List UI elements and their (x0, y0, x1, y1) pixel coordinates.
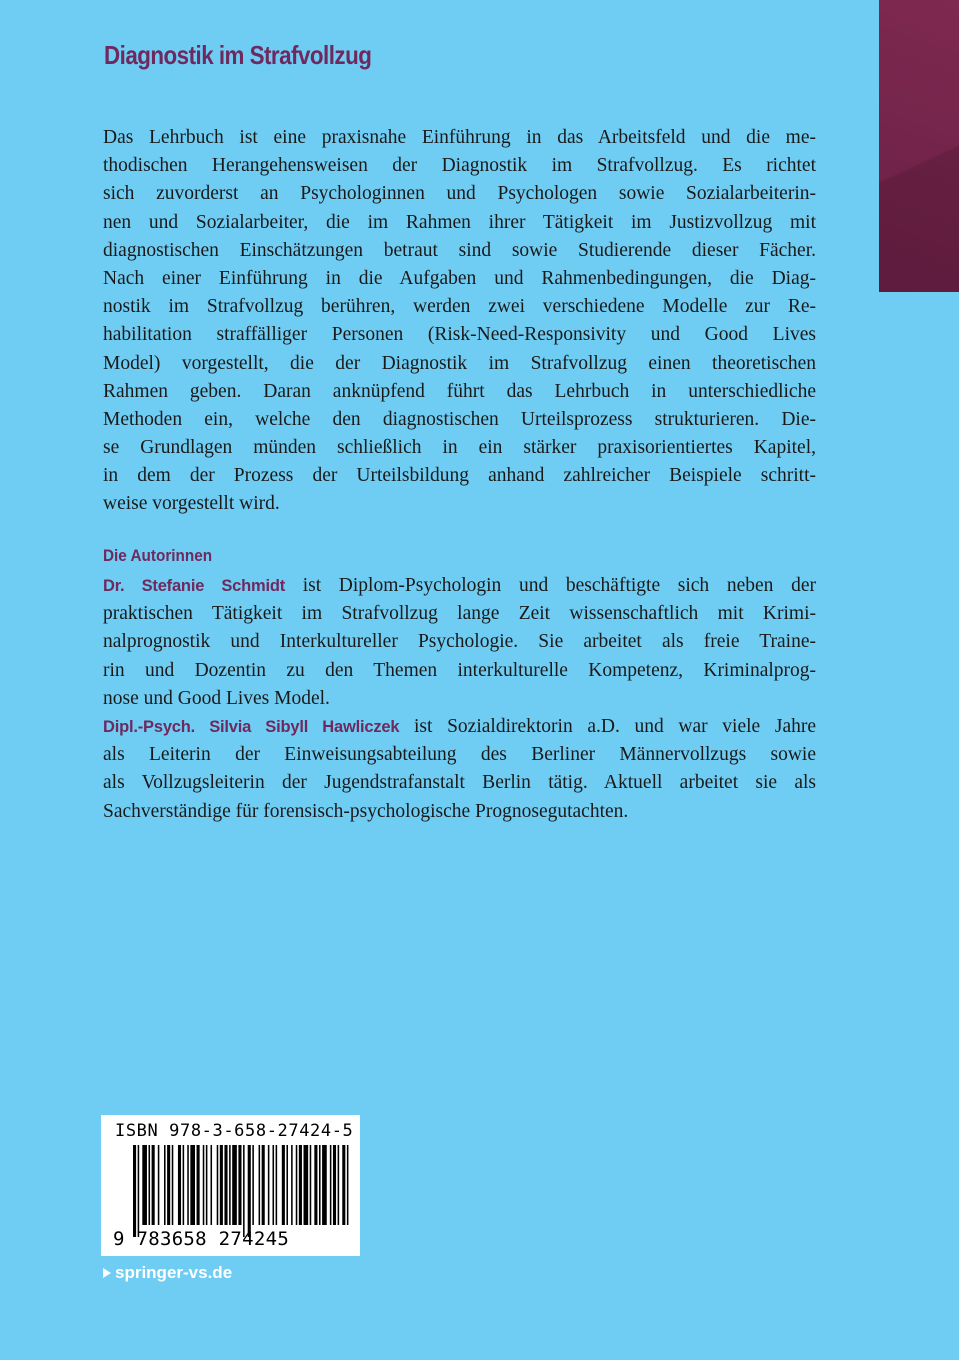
author-first-line (103, 713, 816, 741)
author-name: Dr. Stefanie Schmidt (103, 577, 286, 595)
barcode-bar (172, 1145, 174, 1225)
description-line: Methoden ein, welche den diagnostischen Urteilsprozess strukturieren. Die- (103, 408, 816, 430)
author-bio-line: nose und Good Lives Model. (103, 687, 330, 709)
author-bio-line: rin und Dozentin zu den Themen interkulturelle Kompetenz, Kriminalprog- (103, 659, 816, 681)
author-bio-text: ist Sozialdirektorin a.D. und war viele Jahre (399, 715, 816, 737)
barcode-bar (206, 1145, 208, 1225)
description-line: diagnostischen Einschätzungen betraut sind sowie Studierende dieser Fächer. (103, 239, 816, 261)
barcode-bar (138, 1145, 140, 1237)
authors-heading: Die Autorinnen (103, 546, 213, 565)
barcode-bar (310, 1145, 312, 1225)
publisher-url: springer-vs.de (115, 1263, 233, 1282)
author-bio-line: als Leiterin der Einweisungsabteilung des Berliner Männervollzugs sowie (103, 744, 816, 766)
barcode-bar (152, 1145, 155, 1225)
description-line: nostik im Strafvollzug berühren, werden zwei verschiedene Modelle zur Re- (103, 296, 816, 318)
barcode-bar (299, 1145, 302, 1225)
barcode-bar (224, 1145, 227, 1225)
description-line: sich zuvorderst an Psychologinnen und Psychologen sowie Sozialarbeiterin- (103, 183, 816, 205)
barcode-bar (322, 1145, 327, 1225)
barcode-bar (259, 1145, 261, 1225)
corner-color-band (879, 0, 959, 292)
description-line: weise vorgestellt wird. (103, 493, 280, 515)
barcode-bar (211, 1145, 213, 1225)
barcode-bar (197, 1145, 200, 1225)
publisher-link[interactable] (103, 1263, 232, 1283)
barcode-bar (276, 1145, 278, 1225)
barcode-bar (262, 1145, 265, 1225)
author-name: Dipl.-Psych. Silvia Sibyll Hawliczek (103, 717, 400, 736)
barcode-bar (142, 1145, 147, 1225)
barcode-bar (178, 1145, 181, 1225)
barcode-bar (220, 1145, 223, 1225)
author-bio-line: Sachverständige für forensisch-psychologische Prognosegutachten. (103, 800, 629, 822)
isbn-barcode (101, 1115, 360, 1256)
description-line: se Grundlagen münden schließlich in ein stärker praxisorientiertes Kapitel, (103, 437, 816, 459)
author-bio-line: als Vollzugsleiterin der Jugendstrafanstalt Berlin tätig. Aktuell arbeitet sie als (103, 772, 816, 794)
barcode-bar (273, 1145, 275, 1225)
ean-digits: 9 783658 274245 (113, 1228, 290, 1250)
barcode-bar (248, 1145, 251, 1237)
description-line: Nach einer Einführung in die Aufgaben und Rahmenbedingungen, die Diag- (103, 267, 816, 289)
barcode-bar (314, 1145, 317, 1225)
barcode-bar (149, 1145, 151, 1225)
description-line: in dem der Prozess der Urteilsbildung anhand zahlreicher Beispiele schritt- (103, 465, 816, 487)
description-line: Das Lehrbuch ist eine praxisnahe Einführung in das Arbeitsfeld und die me- (103, 127, 816, 148)
barcode-bar (319, 1145, 321, 1225)
barcode-bar (347, 1145, 349, 1225)
barcode-bar (282, 1145, 285, 1225)
author-first-line (103, 572, 816, 600)
barcode-bar (203, 1145, 205, 1225)
barcode-bar (158, 1145, 160, 1225)
barcode-bar (286, 1145, 288, 1225)
arrow-right-icon (103, 1268, 111, 1278)
isbn-label: ISBN 978-3-658-27424-5 (115, 1121, 354, 1141)
author-bio-line: nalprognostik und Interkultureller Psychologie. Sie arbeitet als freie Traine- (103, 631, 816, 653)
barcode-bar (190, 1145, 195, 1225)
author-bio-text: ist Diplom-Psychologin und beschäftigte sich neben der (285, 575, 816, 596)
barcode-bar (333, 1145, 336, 1225)
barcode-bar (183, 1145, 185, 1225)
barcode-bar (252, 1145, 254, 1225)
barcode-bar (304, 1145, 309, 1225)
barcode-bar (338, 1145, 340, 1225)
barcode-bar (296, 1145, 298, 1225)
description-line: habilitation straffälliger Personen (Risk-Need-Responsivity und Good Lives (103, 324, 816, 346)
author-bio-line: praktischen Tätigkeit im Strafvollzug lange Zeit wissenschaftlich mit Krimi- (103, 603, 816, 625)
barcode-bar (164, 1145, 166, 1225)
barcode-bar (187, 1145, 189, 1225)
barcode-bar (243, 1145, 245, 1237)
description-line: nen und Sozialarbeiter, die im Rahmen ihrer Tätigkeit im Justizvollzug mit (103, 211, 816, 233)
barcode-bar (330, 1145, 332, 1225)
barcode-bar (232, 1145, 237, 1225)
barcode-bar (238, 1145, 241, 1225)
barcode-bar (167, 1145, 170, 1225)
barcode-bar (133, 1145, 136, 1237)
barcode-bar (342, 1145, 345, 1225)
barcode-bar (217, 1145, 219, 1225)
description-line: thodischen Herangehensweisen der Diagnostik im Strafvollzug. Es richtet (103, 155, 816, 177)
book-description (103, 124, 816, 519)
description-line: Rahmen geben. Daran anknüpfend führt das Lehrbuch in unterschiedliche (103, 380, 816, 402)
barcode-bar (291, 1145, 293, 1225)
description-line: Model) vorgestellt, die der Diagnostik im Strafvollzug einen theoretischen (103, 352, 816, 374)
authors-bio (103, 572, 816, 826)
book-title: Diagnostik im Strafvollzug (104, 40, 372, 70)
barcode-bar (229, 1145, 231, 1225)
barcode-bar (268, 1145, 270, 1225)
